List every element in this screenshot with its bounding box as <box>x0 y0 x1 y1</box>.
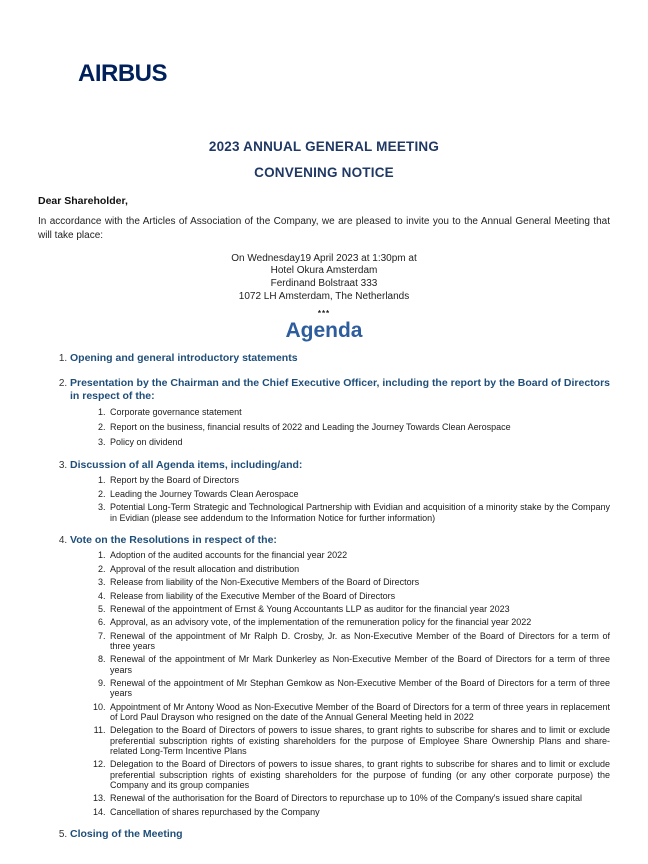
agenda-subitem: 3. Potential Long-Term Strategic and Technological Partnership with Evidian and acquisition of a minority stake by the Company in Evidian (please see addendum to the Information Notice for further information) <box>108 502 610 523</box>
agenda-subitem: 1. Corporate governance statement <box>108 407 610 417</box>
agenda-subitem: 2. Leading the Journey Towards Clean Aerospace <box>108 489 610 499</box>
page-title: 2023 ANNUAL GENERAL MEETING <box>208 139 440 154</box>
agenda-item-1 <box>70 352 610 366</box>
agenda-item-4 <box>70 534 610 817</box>
agenda-subitem: 2. Approval of the result allocation and distribution <box>108 564 610 574</box>
meeting-details <box>38 253 610 304</box>
agenda-subitem: 3. Release from liability of the Non-Executive Members of the Board of Directors <box>108 577 610 587</box>
separator-stars: *** <box>317 308 331 318</box>
airbus-logo: AIRBUS <box>78 60 168 87</box>
agenda-item-4-sublist <box>70 550 610 817</box>
meeting-venue: Hotel Okura Amsterdam <box>270 265 378 277</box>
agenda-subitem: 6. Approval, as an advisory vote, of the implementation of the remuneration policy for the financial year 2022 <box>108 617 610 627</box>
salutation: Dear Shareholder, <box>38 194 128 207</box>
agenda-subitem: 1. Report by the Board of Directors <box>108 475 610 485</box>
agenda-subitem: 3. Policy on dividend <box>108 437 610 447</box>
agenda-item-2-label: 2. Presentation by the Chairman and the Chief Executive Officer, including the report by the Board of Directors in respect of the: <box>70 376 610 403</box>
agenda-item-3-label: 3. Discussion of all Agenda items, including/and: <box>70 458 303 471</box>
agenda-subitem: 12. Delegation to the Board of Directors of powers to issue shares, to grant rights to subscribe for shares and to limit or exclude preferential subscription rights of existing shareholders for the purpose of funding (or any other corporate purpose) the Company and its group companies <box>108 759 610 790</box>
meeting-street: Ferdinand Bolstraat 333 <box>270 278 378 290</box>
agenda-subitem: 10. Appointment of Mr Antony Wood as Non-Executive Member of the Board of Directors for a term of three years in replacement of Lord Paul Drayson who resigned on the date of the Annual General Meeting held in 2022 <box>108 702 610 723</box>
agenda-item-5 <box>70 828 610 842</box>
agenda-subitem: 7. Renewal of the appointment of Mr Ralph D. Crosby, Jr. as Non-Executive Member of the Board of Directors for a term of three years <box>108 631 610 652</box>
agenda-heading: Agenda <box>285 318 363 342</box>
agenda-subitem: 9. Renewal of the appointment of Mr Stephan Gemkow as Non-Executive Member of the Board of Directors for a term of three years <box>108 678 610 699</box>
agenda-subitem: 11. Delegation to the Board of Directors of powers to issue shares, to grant rights to subscribe for shares and to limit or exclude preferential subscription rights of existing shareholders for the purpose of Employee Share Ownership Plans and share-related Long-Term Incentive Plans <box>108 725 610 756</box>
agenda-subitem: 4. Release from liability of the Executive Member of the Board of Directors <box>108 591 610 601</box>
agenda-subitem: 14. Cancellation of shares repurchased by the Company <box>108 807 610 817</box>
intro-paragraph: In accordance with the Articles of Association of the Company, we are pleased to invite you to the Annual General Meeting that will take place: <box>38 215 610 241</box>
page-subtitle: CONVENING NOTICE <box>254 164 394 180</box>
meeting-city: 1072 LH Amsterdam, The Netherlands <box>238 291 410 303</box>
meeting-datetime: On Wednesday19 April 2023 at 1:30pm at <box>231 252 417 264</box>
agenda-item-2-sublist <box>70 407 610 448</box>
agenda-item-2 <box>70 377 610 448</box>
agenda-subitem: 2. Report on the business, financial results of 2022 and Leading the Journey Towards Clean Aerospace <box>108 422 610 432</box>
agenda-subitem: 1. Adoption of the audited accounts for the financial year 2022 <box>108 550 610 560</box>
agenda-item-3 <box>70 459 610 523</box>
agenda-item-4-label: 4. Vote on the Resolutions in respect of the: <box>70 533 277 546</box>
agenda-item-5-label: 5. Closing of the Meeting <box>70 828 183 841</box>
agenda-subitem: 5. Renewal of the appointment of Ernst & Young Accountants LLP as auditor for the financial year 2023 <box>108 604 610 614</box>
agenda-item-3-sublist <box>70 475 610 522</box>
agenda-item-1-label: 1. Opening and general introductory statements <box>70 351 298 364</box>
agenda-subitem: 8. Renewal of the appointment of Mr Mark Dunkerley as Non-Executive Member of the Board of Directors for a term of three years <box>108 654 610 675</box>
agenda-subitem: 13. Renewal of the authorisation for the Board of Directors to repurchase up to 10% of the Company's issued share capital <box>108 793 610 803</box>
agenda-list <box>38 352 610 842</box>
